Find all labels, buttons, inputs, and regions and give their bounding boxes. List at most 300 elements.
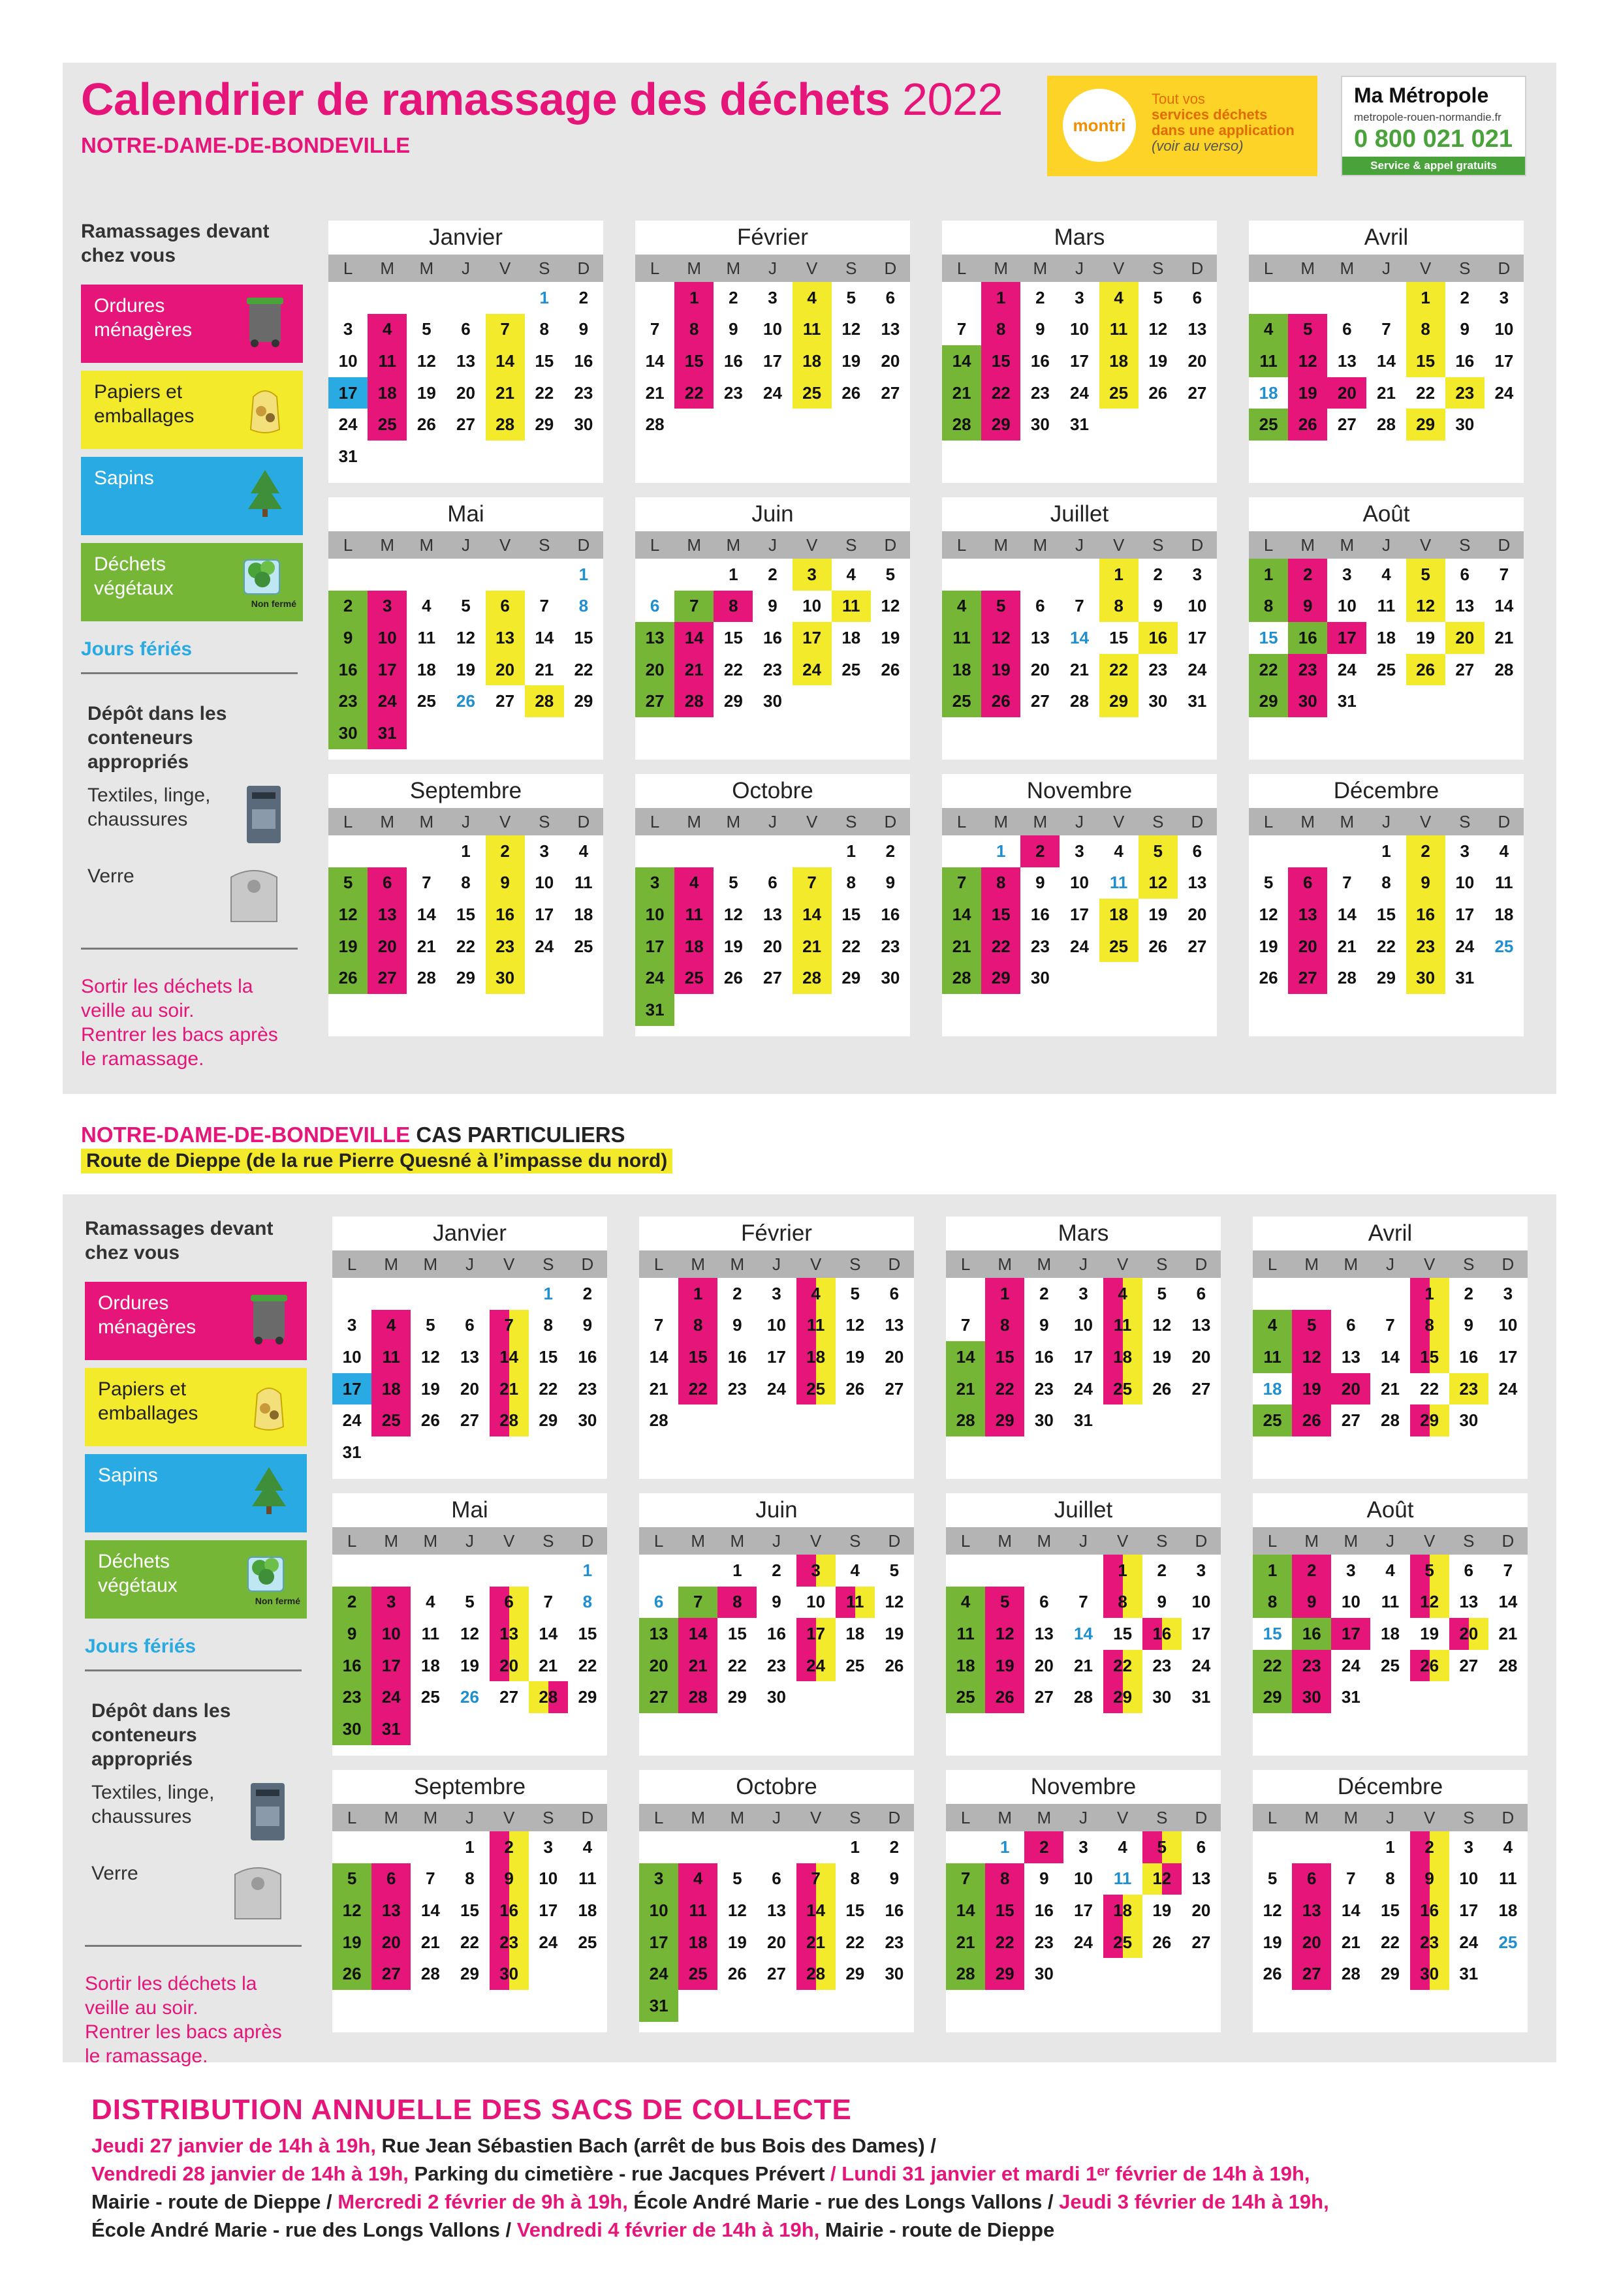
metropole-phone: 0 800 021 021 [1354, 125, 1513, 153]
day-cell: 31 [639, 1990, 678, 2022]
day-cell: 15 [674, 345, 714, 377]
weekday-label: M [1344, 1254, 1359, 1274]
weekday-label: L [347, 1531, 357, 1551]
day-cell: 30 [1034, 1410, 1054, 1431]
day-cell: 18 [841, 627, 861, 647]
day-cell: 8 [985, 1310, 1024, 1342]
day-cell: 25 [1253, 1404, 1292, 1436]
day-cell: 30 [1455, 414, 1475, 435]
day-cell: 16 [332, 1650, 371, 1682]
day-cell: 21 [420, 1932, 440, 1952]
day-cell: 9 [1157, 1592, 1167, 1612]
distribution-place: Rue Jean Sébastien Bach (arrêt de bus Bois des Dames) / [375, 2134, 936, 2157]
day-cell: 20 [767, 1932, 786, 1952]
day-cell: 27 [881, 382, 900, 403]
day-cell: 25 [841, 659, 861, 679]
day-cell: 14 [486, 345, 525, 377]
divider [81, 948, 298, 950]
day-cell: 1 [539, 287, 549, 307]
day-cell: 14 [1074, 1623, 1093, 1643]
day-cell: 16 [328, 654, 368, 686]
day-cell: 1 [999, 1837, 1010, 1857]
day-cell: 21 [942, 931, 981, 963]
day-cell: 15 [845, 1900, 865, 1920]
day-cell: 10 [535, 873, 554, 893]
day-cell: 7 [960, 1315, 971, 1335]
month-calendar [1253, 1770, 1528, 2032]
day-cell: 28 [793, 962, 832, 994]
day-cell: 31 [368, 717, 407, 749]
weekday-label: L [653, 1531, 664, 1551]
day-cell: 5 [889, 1560, 900, 1580]
day-grid [332, 1278, 607, 1468]
weekday-label: S [539, 258, 550, 278]
day-grid [942, 559, 1217, 717]
month-calendar [1253, 1493, 1528, 1756]
day-cell: 9 [1292, 1587, 1331, 1619]
weekday-label: S [849, 1254, 861, 1274]
day-cell: 23 [1148, 659, 1168, 679]
empty-day [635, 835, 674, 867]
legend-vegetaux [85, 1540, 307, 1619]
day-cell: 3 [1342, 564, 1352, 584]
montri-banner[interactable] [1047, 76, 1317, 176]
day-cell: 24 [1459, 1932, 1479, 1952]
day-cell: 9 [889, 1869, 900, 1889]
day-cell: 8 [1410, 1310, 1449, 1342]
day-cell: 28 [1341, 1964, 1360, 1984]
day-cell: 26 [981, 685, 1020, 717]
day-cell: 26 [1259, 968, 1278, 988]
weekday-label: D [577, 812, 590, 831]
weekday-label: M [998, 1254, 1013, 1274]
day-cell: 1 [1253, 1555, 1292, 1587]
day-cell: 9 [490, 1863, 529, 1895]
day-cell: 31 [1191, 1687, 1211, 1707]
weekday-label: D [577, 258, 590, 278]
day-cell: 6 [465, 1315, 475, 1335]
day-cell: 28 [1377, 414, 1396, 435]
day-cell: 6 [1346, 1315, 1356, 1335]
day-cell: 29 [460, 1964, 479, 1984]
day-cell: 7 [426, 1869, 435, 1889]
day-cell: 21 [678, 1650, 717, 1682]
weekday-label: V [503, 1808, 515, 1827]
day-cell: 19 [727, 1932, 747, 1952]
month-name: Janvier [433, 1220, 507, 1246]
day-cell: 30 [486, 962, 525, 994]
day-cell: 30 [328, 717, 368, 749]
weekday-header [328, 255, 603, 282]
day-cell: 26 [1263, 1964, 1282, 1984]
day-grid [946, 1831, 1221, 1990]
note-line: le ramassage. [81, 1048, 204, 1070]
month-calendar [332, 1770, 607, 2032]
day-cell: 5 [885, 564, 896, 584]
month-name: Juillet [1050, 501, 1109, 527]
empty-day [793, 835, 832, 867]
weekday-label: D [888, 1531, 901, 1551]
day-cell: 16 [578, 1346, 597, 1367]
day-cell: 28 [649, 1410, 668, 1431]
weekday-header [946, 1804, 1221, 1831]
day-cell: 6 [486, 591, 525, 623]
weekday-label: V [1419, 812, 1432, 831]
day-cell: 16 [574, 350, 593, 371]
weekday-label: M [1037, 1531, 1052, 1551]
empty-day [1060, 559, 1099, 591]
empty-day [328, 559, 368, 591]
day-cell: 30 [1030, 414, 1050, 435]
empty-day [490, 1555, 529, 1587]
day-cell: 24 [767, 1378, 786, 1399]
day-cell: 2 [1035, 287, 1045, 307]
day-cell: 20 [1187, 350, 1207, 371]
day-cell: 8 [582, 1592, 593, 1612]
month-calendar [946, 1217, 1221, 1479]
day-cell: 2 [578, 287, 589, 307]
day-cell: 3 [347, 1315, 357, 1335]
day-cell: 30 [574, 414, 593, 435]
day-cell: 26 [1292, 1404, 1331, 1436]
weekday-label: M [998, 1808, 1013, 1827]
day-cell: 23 [332, 1681, 371, 1713]
day-cell: 31 [1074, 1410, 1093, 1431]
day-cell: 22 [1253, 1650, 1292, 1682]
day-cell: 17 [368, 654, 407, 686]
day-cell: 13 [1191, 1315, 1211, 1335]
day-cell: 8 [539, 319, 549, 339]
weekday-label: L [343, 535, 353, 555]
day-cell: 16 [1030, 904, 1050, 924]
day-cell: 19 [332, 1927, 371, 1959]
weekday-label: V [1116, 1531, 1129, 1551]
weekday-header [639, 1527, 914, 1555]
day-cell: 15 [1410, 1341, 1449, 1373]
legend-lead-line: Ramassages devant [85, 1218, 274, 1239]
day-cell: 30 [885, 1964, 904, 1984]
day-cell: 10 [1070, 873, 1089, 893]
day-cell: 7 [1503, 1560, 1513, 1580]
empty-day [635, 282, 674, 314]
day-grid [946, 1278, 1221, 1436]
depot-line: conteneurs [91, 1724, 197, 1746]
legend-ordures [81, 285, 303, 363]
day-cell: 24 [639, 1958, 678, 1990]
day-cell: 5 [1263, 873, 1274, 893]
weekday-label: M [994, 258, 1009, 278]
day-cell: 14 [674, 622, 714, 654]
weekday-label: V [1116, 1254, 1129, 1274]
day-cell: 1 [981, 282, 1020, 314]
day-cell: 2 [1020, 835, 1060, 867]
weekday-label: V [1112, 812, 1125, 831]
legend-label: Ordures [98, 1292, 169, 1314]
day-cell: 22 [460, 1932, 479, 1952]
day-cell: 13 [1187, 873, 1207, 893]
legend-note [81, 974, 303, 1071]
textiles-label: Textiles, linge, [87, 784, 211, 806]
weekday-header [635, 531, 910, 559]
day-cell: 8 [981, 867, 1020, 899]
metropole-contact-box[interactable] [1341, 76, 1526, 176]
day-cell: 25 [1103, 1373, 1142, 1405]
day-cell: 12 [845, 1315, 865, 1335]
depot-line: appropriés [91, 1748, 193, 1770]
empty-day [942, 835, 981, 867]
day-cell: 29 [1406, 409, 1445, 441]
non-ferme-label: Non fermé [251, 598, 296, 609]
day-cell: 1 [985, 1278, 1024, 1310]
day-cell: 28 [678, 1681, 717, 1713]
empty-day [1331, 1831, 1370, 1863]
day-cell: 16 [1034, 1900, 1054, 1920]
day-cell: 10 [767, 1315, 786, 1335]
day-cell: 5 [1292, 1310, 1331, 1342]
day-cell: 27 [635, 685, 674, 717]
weekday-label: S [542, 1531, 554, 1551]
day-cell: 25 [371, 1404, 411, 1436]
day-cell: 23 [1030, 382, 1050, 403]
day-cell: 24 [371, 1681, 411, 1713]
day-cell: 26 [420, 1410, 440, 1431]
day-cell: 9 [328, 622, 368, 654]
day-cell: 15 [535, 350, 554, 371]
weekday-label: J [1381, 535, 1391, 555]
day-cell: 15 [1109, 627, 1129, 647]
weekday-label: L [960, 1531, 971, 1551]
empty-day [446, 559, 485, 591]
day-grid [635, 835, 910, 1026]
empty-day [368, 282, 407, 314]
day-cell: 26 [328, 962, 368, 994]
day-cell: 23 [1292, 1650, 1331, 1682]
day-cell: 11 [946, 1618, 985, 1650]
textiles-label: chaussures [91, 1806, 192, 1827]
day-cell: 18 [845, 1623, 865, 1643]
day-cell: 7 [1346, 1869, 1356, 1889]
weekday-label: S [1156, 1531, 1168, 1551]
day-cell: 14 [946, 1895, 985, 1927]
day-cell: 17 [371, 1650, 411, 1682]
day-cell: 5 [1406, 559, 1445, 591]
weekday-label: D [581, 1254, 594, 1274]
weekday-label: J [1078, 1254, 1088, 1274]
day-cell: 14 [1381, 1346, 1400, 1367]
day-cell: 9 [1406, 867, 1445, 899]
day-cell: 26 [841, 382, 861, 403]
day-cell: 3 [343, 319, 353, 339]
day-cell: 11 [796, 1310, 836, 1342]
day-cell: 24 [793, 654, 832, 686]
day-cell: 2 [582, 1283, 593, 1303]
month-name: Octobre [732, 778, 813, 803]
day-cell: 17 [539, 1900, 558, 1920]
weekday-header [332, 1804, 607, 1831]
weekday-label: J [1078, 1531, 1088, 1551]
day-cell: 18 [1263, 1378, 1282, 1399]
day-cell: 25 [578, 1932, 597, 1952]
day-cell: 1 [1410, 1278, 1449, 1310]
day-cell: 17 [1070, 904, 1089, 924]
day-cell: 7 [946, 1863, 985, 1895]
weekday-label: M [1340, 258, 1355, 278]
day-cell: 4 [796, 1278, 836, 1310]
day-cell: 14 [649, 1346, 668, 1367]
month-calendar [635, 221, 910, 483]
day-cell: 3 [768, 287, 778, 307]
weekday-label: S [1463, 1254, 1475, 1274]
legend-label: Sapins [94, 467, 154, 489]
empty-day [717, 1831, 757, 1863]
weekday-label: J [461, 535, 470, 555]
day-cell: 9 [729, 319, 738, 339]
weekday-label: V [806, 812, 818, 831]
day-cell: 15 [678, 1341, 717, 1373]
day-cell: 23 [1449, 1373, 1488, 1405]
day-cell: 12 [841, 319, 861, 339]
day-cell: 13 [1034, 1623, 1054, 1643]
day-cell: 24 [342, 1410, 362, 1431]
day-grid [1253, 1831, 1528, 1990]
empty-day [1327, 835, 1366, 867]
day-cell: 25 [1494, 936, 1514, 956]
day-cell: 2 [1024, 1831, 1063, 1863]
month-calendar [942, 497, 1217, 760]
day-cell: 18 [1498, 1900, 1518, 1920]
empty-day [942, 559, 981, 591]
day-cell: 27 [639, 1681, 678, 1713]
day-cell: 5 [732, 1869, 742, 1889]
day-cell: 26 [845, 1378, 865, 1399]
day-cell: 26 [1410, 1650, 1449, 1682]
day-cell: 19 [841, 350, 861, 371]
weekday-label: D [1195, 1808, 1208, 1827]
day-cell: 19 [420, 1378, 440, 1399]
day-cell: 1 [732, 1560, 742, 1580]
day-cell: 22 [674, 377, 714, 409]
day-cell: 15 [1259, 627, 1278, 647]
day-cell: 12 [1142, 1863, 1182, 1895]
day-cell: 7 [674, 591, 714, 623]
month-calendar [946, 1770, 1221, 2032]
weekday-label: V [499, 258, 511, 278]
metropole-website: metropole-rouen-normandie.fr [1354, 111, 1501, 123]
empty-day [1292, 1278, 1331, 1310]
day-cell: 25 [793, 377, 832, 409]
weekday-label: D [1501, 1808, 1515, 1827]
weekday-header [942, 808, 1217, 835]
day-cell: 5 [1288, 314, 1327, 346]
note-line: Sortir les déchets la [81, 976, 253, 997]
weekday-label: L [347, 1254, 357, 1274]
day-cell: 19 [1259, 936, 1278, 956]
day-cell: 7 [486, 314, 525, 346]
weekday-label: L [343, 258, 353, 278]
day-cell: 16 [1288, 622, 1327, 654]
day-cell: 6 [1292, 1863, 1331, 1895]
day-cell: 8 [465, 1869, 475, 1889]
day-cell: 5 [1410, 1555, 1449, 1587]
empty-day [674, 835, 714, 867]
day-cell: 1 [1381, 841, 1391, 861]
empty-day [942, 282, 981, 314]
day-cell: 25 [674, 962, 714, 994]
day-cell: 11 [942, 622, 981, 654]
day-cell: 24 [338, 414, 358, 435]
empty-day [332, 1831, 371, 1863]
day-cell: 3 [539, 841, 549, 861]
day-cell: 30 [1288, 685, 1327, 717]
day-cell: 11 [421, 1623, 440, 1643]
day-cell: 19 [981, 654, 1020, 686]
day-cell: 16 [1455, 350, 1475, 371]
weekday-label: D [577, 535, 590, 555]
weekday-label: V [1423, 1808, 1436, 1827]
empty-day [411, 1831, 450, 1863]
day-cell: 29 [841, 968, 861, 988]
day-cell: 17 [1498, 1346, 1518, 1367]
day-cell: 24 [1341, 1655, 1360, 1675]
month-name: Novembre [1026, 778, 1133, 803]
empty-day [1327, 282, 1366, 314]
day-cell: 15 [578, 1623, 597, 1643]
day-cell: 11 [678, 1895, 717, 1927]
day-cell: 9 [772, 1592, 781, 1612]
day-cell: 3 [1078, 1283, 1088, 1303]
weekday-label: M [423, 1808, 438, 1827]
weekday-label: M [726, 258, 741, 278]
page-title [81, 73, 1003, 125]
day-cell: 12 [727, 1900, 747, 1920]
legend-sapins [85, 1454, 307, 1532]
empty-day [486, 559, 525, 591]
day-cell: 21 [649, 1378, 668, 1399]
day-cell: 24 [535, 936, 554, 956]
day-cell: 19 [417, 382, 436, 403]
day-cell: 28 [1337, 968, 1357, 988]
weekday-label: M [687, 535, 702, 555]
day-cell: 4 [1499, 841, 1509, 861]
day-cell: 13 [1337, 350, 1357, 371]
commune-name: NOTRE-DAME-DE-BONDEVILLE [81, 133, 411, 157]
day-cell: 5 [981, 591, 1020, 623]
day-cell: 12 [981, 622, 1020, 654]
day-cell: 13 [490, 1618, 529, 1650]
legend-vegetaux [81, 543, 303, 621]
weekday-label: M [419, 258, 434, 278]
day-cell: 29 [1377, 968, 1396, 988]
day-cell: 21 [674, 654, 714, 686]
weekday-label: S [1459, 535, 1471, 555]
day-cell: 10 [1074, 1315, 1093, 1335]
day-cell: 12 [417, 350, 436, 371]
weekday-label: S [1152, 812, 1164, 831]
day-cell: 31 [635, 994, 674, 1026]
metropole-name: Ma Métropole [1354, 84, 1489, 107]
day-cell: 15 [723, 627, 743, 647]
day-cell: 30 [1030, 968, 1050, 988]
day-cell: 20 [460, 1378, 479, 1399]
day-cell: 30 [763, 691, 782, 711]
weekday-label: V [499, 535, 511, 555]
day-grid [328, 559, 603, 749]
day-cell: 1 [846, 841, 856, 861]
day-cell: 20 [1292, 1927, 1331, 1959]
day-cell: 24 [763, 382, 782, 403]
weekday-header [328, 808, 603, 835]
day-cell: 22 [1099, 654, 1139, 686]
